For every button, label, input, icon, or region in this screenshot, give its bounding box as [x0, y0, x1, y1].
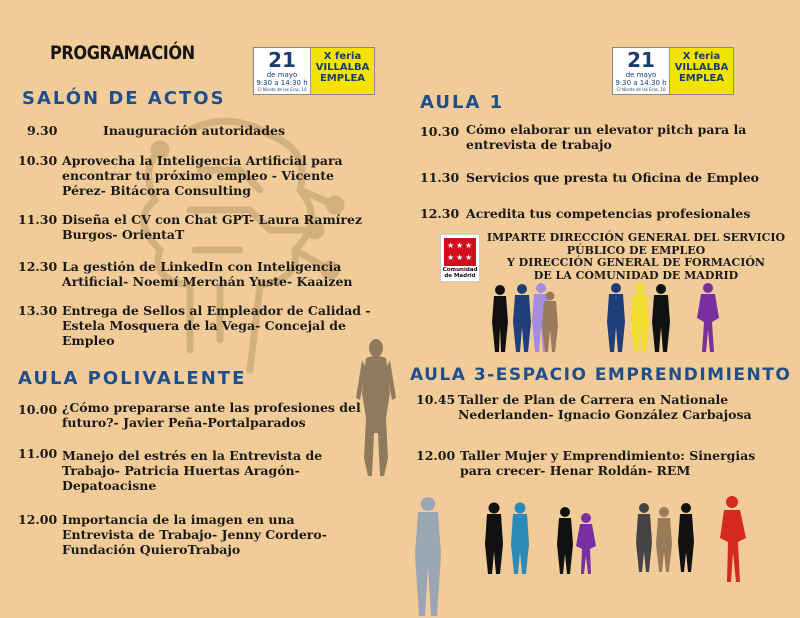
- salon-time-2: 10.30: [18, 153, 58, 168]
- svg-text:★: ★: [456, 253, 464, 262]
- aula1-time-3: 12.30: [420, 206, 460, 221]
- badge-hours: 9:30 a 14:30 h: [256, 79, 308, 87]
- aula3-text-2: Taller Mujer y Emprendimiento: Sinergias para crecer- Henar Roldán- REM: [460, 448, 756, 478]
- svg-text:★: ★: [456, 241, 464, 250]
- svg-text:★: ★: [465, 241, 473, 250]
- salon-text-4: La gestión de LinkedIn con Inteligencia Artificial- Noemí Merchán Yuste- Kaaizen: [62, 259, 353, 289]
- organizer-note: [486, 232, 786, 282]
- badge-feria: X feria: [682, 51, 721, 62]
- aula1-text-3: Acredita tus competencias profesionales: [466, 206, 751, 221]
- star-icon: [444, 238, 476, 266]
- page-title: PROGRAMACIÓN: [50, 42, 195, 64]
- badge-month: de mayo: [266, 71, 298, 79]
- woman-silhouette-icon: [352, 338, 400, 478]
- aula3-text-1: Taller de Plan de Carrera en Nationale Nederlanden- Ignacio González Carbajosa: [458, 392, 752, 422]
- badge-brand-bottom: EMPLEA: [678, 73, 725, 84]
- event-badge-right: [612, 47, 734, 95]
- salon-time-4: 12.30: [18, 259, 58, 274]
- logo-red-field: [444, 238, 476, 266]
- circuit-brain-watermark: [100, 110, 360, 390]
- salon-text-3: Diseña el CV con Chat GPT- Laura Ramírez Burgos- OrientaT: [62, 212, 363, 242]
- salon-text-2: Aprovecha la Inteligencia Artificial para encontrar tu próximo empleo - Vicente Pérez- Bitácora Consulting: [62, 153, 343, 198]
- badge-date: [613, 48, 670, 94]
- svg-text:★: ★: [447, 253, 455, 262]
- badge-brand-bottom: EMPLEA: [319, 73, 366, 84]
- salon-time-3: 11.30: [18, 212, 58, 227]
- logo-line2: de Madrid: [444, 273, 476, 279]
- badge-brand-top: VILLALBA: [315, 62, 370, 73]
- badge-hours: 9:30 a 14:30 h: [615, 79, 667, 87]
- people-group-bottom-icon: [410, 494, 800, 618]
- organizer-line1: IMPARTE DIRECCIÓN GENERAL DEL SERVICIO: [486, 231, 786, 244]
- poli-text-1: ¿Cómo prepararse ante las profesiones del futuro?- Javier Peña-Portalparados: [62, 400, 361, 430]
- section-heading-aula3: AULA 3-ESPACIO EMPRENDIMIENTO: [410, 365, 792, 385]
- people-group-icon: [488, 282, 748, 354]
- badge-brand: [311, 48, 374, 94]
- logo-text: [442, 267, 478, 279]
- poli-time-2: 11.00: [18, 446, 58, 461]
- event-badge-left: [253, 47, 375, 95]
- badge-month: de mayo: [625, 71, 657, 79]
- organizer-line3: Y DIRECCIÓN GENERAL DE FORMACIÓN: [506, 256, 765, 269]
- salon-text-1: Inauguración autoridades: [103, 123, 285, 138]
- comunidad-madrid-logo: [440, 234, 480, 282]
- section-heading-aula1: AULA 1: [420, 92, 505, 113]
- poli-time-1: 10.00: [18, 402, 58, 417]
- badge-day: 21: [268, 48, 296, 72]
- salon-text-5: Entrega de Sellos al Empleador de Calidad -Estela Mosquera de la Vega- Concejal de Empleo: [62, 303, 371, 348]
- salon-time-1: 9.30: [27, 123, 58, 138]
- badge-day: 21: [627, 48, 655, 72]
- poli-time-3: 12.00: [18, 512, 58, 527]
- svg-text:★: ★: [447, 241, 455, 250]
- badge-place: C/ Niceto de las Eras, 10: [257, 87, 307, 92]
- organizer-line2: PÚBLICO DE EMPLEO: [566, 243, 706, 257]
- svg-text:★: ★: [465, 253, 473, 262]
- aula3-time-1: 10.45: [416, 392, 456, 407]
- badge-feria: X feria: [323, 51, 362, 62]
- aula1-time-2: 11.30: [420, 170, 460, 185]
- badge-date: [254, 48, 311, 94]
- section-heading-polivalente: AULA POLIVALENTE: [18, 368, 247, 389]
- badge-brand: [670, 48, 733, 94]
- organizer-line4: DE LA COMUNIDAD DE MADRID: [533, 268, 739, 282]
- section-heading-salon: SALÓN DE ACTOS: [22, 88, 226, 109]
- badge-place: C/ Niceto de las Eras, 10: [616, 87, 666, 92]
- aula1-time-1: 10.30: [420, 124, 460, 139]
- aula1-text-2: Servicios que presta tu Oficina de Empleo: [466, 170, 760, 185]
- logo-line1: Comunidad: [442, 267, 478, 273]
- poli-text-3: Importancia de la imagen en una Entrevista de Trabajo- Jenny Cordero- Fundación QuieroTrabajo: [62, 512, 327, 557]
- badge-brand-top: VILLALBA: [674, 62, 729, 73]
- poli-text-2: Manejo del estrés en la Entrevista de Trabajo- Patricia Huertas Aragón- Depatoacisne: [62, 448, 323, 493]
- aula1-text-1: Cómo elaborar un elevator pitch para la entrevista de trabajo: [466, 122, 747, 152]
- salon-time-5: 13.30: [18, 303, 58, 318]
- aula3-time-2: 12.00: [416, 448, 456, 463]
